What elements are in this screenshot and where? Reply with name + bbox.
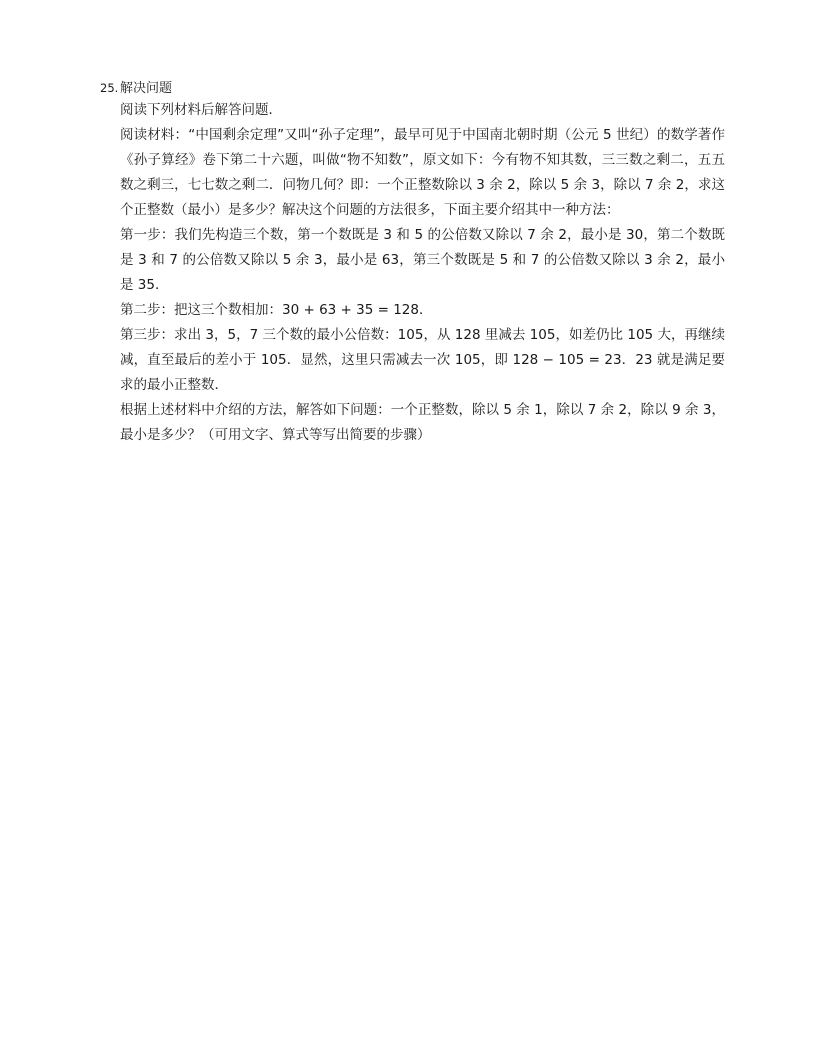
step-three-paragraph: 第三步：求出 3，5，7 三个数的最小公倍数：105，从 128 里减去 105，如差仍比 105 大，再继续减，直至最后的差小于 105．显然，这里只需减去一次 105，即 128 − 105 = 23．23 就是满足要求的最小正整数． (120, 327, 725, 393)
step-one-paragraph: 第一步：我们先构造三个数，第一个数既是 3 和 5 的公倍数又除以 7 余 2，最小是 30，第二个数既是 3 和 7 的公倍数又除以 5 余 3，最小是 63，第三个数既是 5 和 7 的公倍数又除以 3 余 2，最小是 35． (120, 227, 725, 293)
question-header (100, 78, 725, 98)
question-title: 解决问题 (120, 81, 173, 96)
instruction-paragraph: 阅读下列材料后解答问题． (120, 102, 282, 118)
question-25 (100, 78, 725, 448)
task-paragraph: 根据上述材料中介绍的方法，解答如下问题：一个正整数，除以 5 余 1，除以 7 余 2，除以 9 余 3，最小是多少？（可用文字、算式等写出简要的步骤） (120, 402, 725, 443)
step-two-paragraph: 第二步：把这三个数相加：30 + 63 + 35 = 128． (120, 302, 433, 318)
reading-material-paragraph: 阅读材料：“中国剩余定理”又叫“孙子定理”，最早可见于中国南北朝时期（公元 5 世纪）的数学著作《孙子算经》卷下第二十六题，叫做“物不知数”，原文如下：今有物不知其数，三三数之剩二，五五数之剩三，七七数之剩二．问物几何？即：一个正整数除以 3 余 2，除以 5 余 3，除以 7 余 2，求这个正整数（最小）是多少？解决这个问题的方法很多，下面主要介绍其中一种方法： (120, 127, 725, 218)
question-number: 25. (100, 81, 119, 95)
